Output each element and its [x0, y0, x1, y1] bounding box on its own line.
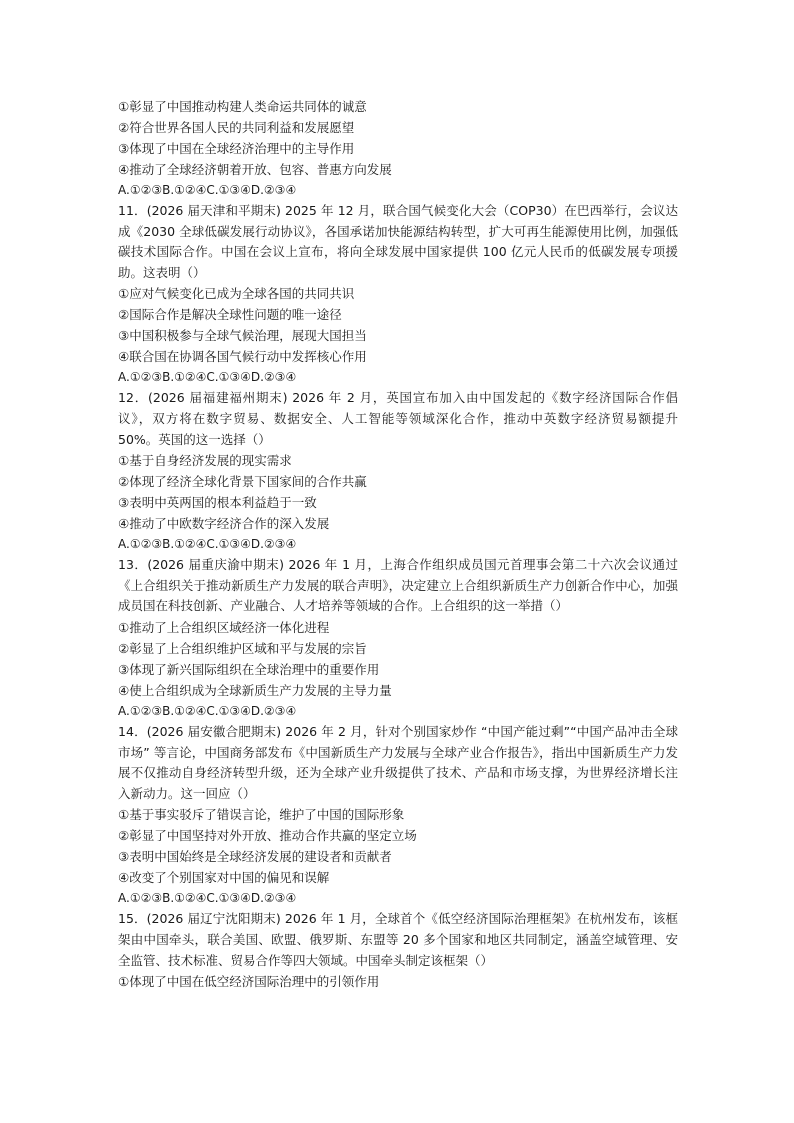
document-page — [118, 96, 678, 992]
option-3: ③体现了新兴国际组织在全球治理中的重要作用 — [118, 661, 380, 677]
answer-choices: A.①②③B.①②④C.①③④D.②③④ — [118, 703, 297, 718]
option-2: ②彰显了上合组织维护区域和平与发展的宗旨 — [118, 640, 367, 656]
option-2: ②彰显了中国坚持对外开放、推动合作共赢的坚定立场 — [118, 828, 417, 844]
question-stem: 15．(2026 届辽宁沈阳期末) 2026 年 1 月，全球首个《低空经济国际治理框架》在杭州发布，该框架由中国牵头，联合美国、欧盟、俄罗斯、东盟等 20 多个国家和地区共同制定，涵盖空域管理、安全监管、技术标准、贸易合作等四大领域。中国牵头制定该框架（） — [118, 911, 678, 968]
question-stem: 14．(2026 届安徽合肥期末) 2026 年 2 月，针对个别国家炒作 “中国产能过剩”“中国产品冲击全球市场” 等言论，中国商务部发布《中国新质生产力发展与全球产业合作报告》，指出中国新质生产力发展不仅推动自身经济转型升级，还为全球产业升级提供了技术、产品和市场支撑，为世界经济增长注入新动力。这一回应（） — [118, 723, 678, 801]
answer-choices: A.①②③B.①②④C.①③④D.②③④ — [118, 370, 297, 385]
option-3: ③表明中英两国的根本利益趋于一致 — [118, 495, 317, 511]
answer-choices: A.①②③B.①②④C.①③④D.②③④ — [118, 183, 297, 197]
question-13 — [118, 555, 678, 722]
option-1: ①彰显了中国推动构建人类命运共同体的诚意 — [118, 99, 367, 114]
option-4: ④改变了个别国家对中国的偏见和误解 — [118, 870, 330, 886]
question-14 — [118, 722, 678, 909]
option-4: ④推动了全球经济朝着开放、包容、普惠方向发展 — [118, 162, 392, 177]
question-stem: 12．(2026 届福建福州期末) 2026 年 2 月，英国宣布加入由中国发起的《数字经济国际合作倡议》，双方将在数字贸易、数据安全、人工智能等领域深化合作，推动中英数字经济贸易额提升 50%。英国的这一选择（） — [118, 390, 678, 447]
option-3: ③中国积极参与全球气候治理，展现大国担当 — [118, 328, 367, 344]
option-1: ①应对气候变化已成为全球各国的共同共识 — [118, 286, 355, 302]
option-1: ①基于自身经济发展的现实需求 — [118, 453, 292, 469]
option-2: ②体现了经济全球化背景下国家间的合作共赢 — [118, 474, 367, 490]
question-11 — [118, 201, 678, 388]
option-3: ③表明中国始终是全球经济发展的建设者和贡献者 — [118, 849, 392, 865]
option-1: ①体现了中国在低空经济国际治理中的引领作用 — [118, 974, 380, 990]
option-2: ②符合世界各国人民的共同利益和发展愿望 — [118, 120, 355, 135]
answer-choices: A.①②③B.①②④C.①③④D.②③④ — [118, 537, 297, 552]
option-4: ④联合国在协调各国气候行动中发挥核心作用 — [118, 349, 367, 365]
option-1: ①推动了上合组织区域经济一体化进程 — [118, 619, 330, 635]
option-4: ④推动了中欧数字经济合作的深入发展 — [118, 516, 330, 532]
answer-choices: A.①②③B.①②④C.①③④D.②③④ — [118, 891, 297, 906]
option-2: ②国际合作是解决全球性问题的唯一途径 — [118, 307, 342, 323]
option-3: ③体现了中国在全球经济治理中的主导作用 — [118, 141, 355, 156]
question-stem: 11．(2026 届天津和平期末) 2025 年 12 月，联合国气候变化大会（COP30）在巴西举行，会议达成《2030 全球低碳发展行动协议》，各国承诺加快能源结构转型，扩大可再生能源使用比例，加强低碳技术国际合作。中国在会议上宣布，将向全球发展中国家提供 100 亿元人民币的低碳发展专项援助。这表明（） — [118, 203, 678, 280]
option-4: ④使上合组织成为全球新质生产力发展的主导力量 — [118, 682, 392, 698]
question-12 — [118, 388, 678, 555]
question-15 — [118, 909, 678, 992]
question-10 — [118, 96, 678, 201]
option-1: ①基于事实驳斥了错误言论，维护了中国的国际形象 — [118, 807, 405, 823]
question-stem: 13．(2026 届重庆渝中期末) 2026 年 1 月，上海合作组织成员国元首理事会第二十六次会议通过《上合组织关于推动新质生产力发展的联合声明》，决定建立上合组织新质生产力创新合作中心，加强成员国在科技创新、产业融合、人才培养等领域的合作。上合组织的这一举措（） — [118, 557, 678, 614]
